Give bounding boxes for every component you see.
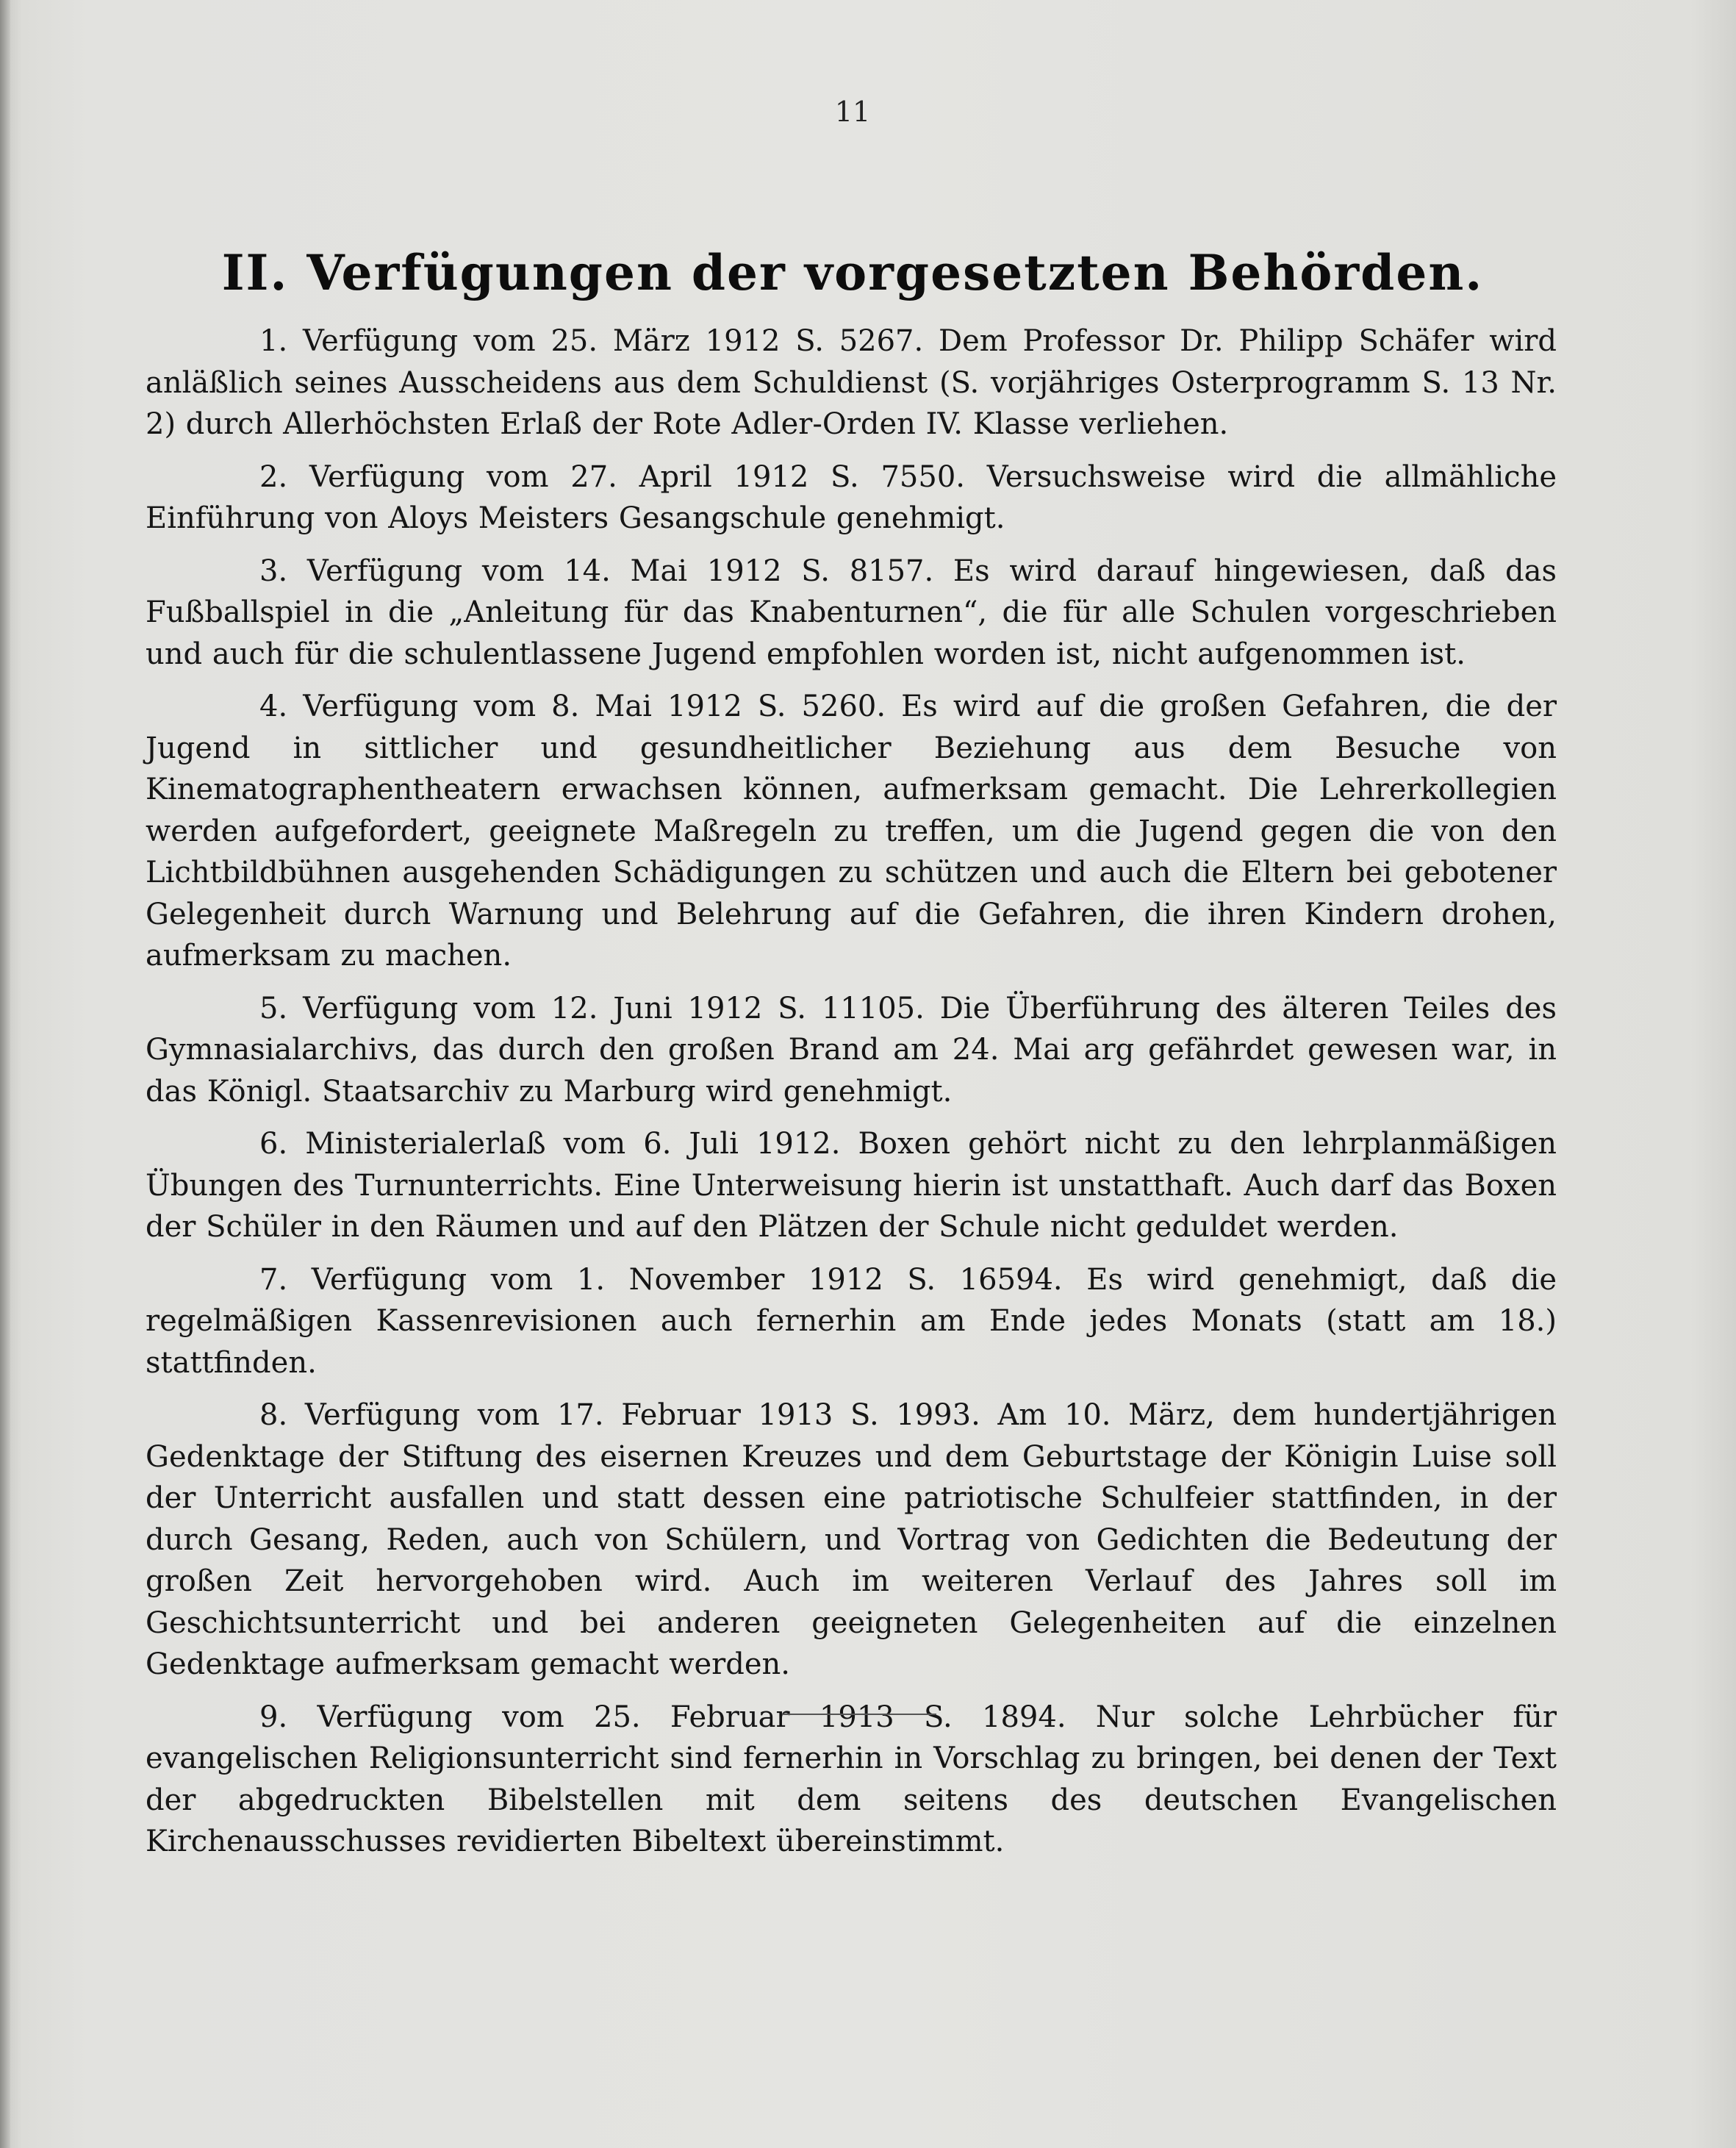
item-number: 2. [259,459,288,494]
item-text: Verfügung vom 27. April 1912 S. 7550. Versuchsweise wird die allmähliche Einführung von Aloys Meisters Gesangschule genehmigt. [146,459,1557,535]
item-text: Verfügung vom 8. Mai 1912 S. 5260. Es wird auf die großen Gefahren, die der Jugend in sittlicher und gesundheitlicher Beziehung aus dem Besuche von Kinematographentheatern erwachsen können, aufmerksam gemacht. Die Lehrerkollegien werden aufgefordert, geeignete Maßregeln zu treffen, um die Jugend gegen die von den Lichtbildbühnen ausgehenden Schädigungen zu schützen und auch die Eltern bei gebotener Gelegenheit durch Warnung und Belehrung auf die Gefahren, die ihren Kindern drohen, aufmerksam zu machen. [146,690,1557,973]
item-text: Verfügung vom 25. Februar 1913 S. 1894. Nur solche Lehrbücher für evangelischen Religionsunterricht sind fernerhin in Vorschlag zu bringen, bei denen der Text der abgedruckten Bibelstellen mit dem seitens des deutschen Evangelischen Kirchenausschusses revidierten Bibeltext übereinstimmt. [146,1700,1557,1858]
item-text: Verfügung vom 14. Mai 1912 S. 8157. Es wird darauf hingewiesen, daß das Fußballspiel in die „Anleitung für das Knabenturnen“, die für alle Schulen vorgeschrieben und auch für die schulentlassene Jugend empfohlen worden ist, nicht aufgenommen ist. [146,554,1557,671]
ordinance-list [146,321,1557,1874]
item-number: 6. [259,1127,288,1161]
section-heading: II. Verfügungen der vorgesetzten Behörden. [221,244,1484,301]
ordinance-item-6 [146,1123,1557,1248]
closing-rule [782,1714,936,1715]
ordinance-item-2 [146,457,1557,540]
item-text: Verfügung vom 12. Juni 1912 S. 11105. Die Überführung des älteren Teiles des Gymnasialarchivs, das durch den großen Brand am 24. Mai arg gefährdet gewesen war, in das Königl. Staatsarchiv zu Marburg wird genehmigt. [146,991,1557,1109]
ordinance-item-7 [146,1259,1557,1384]
ordinance-item-4 [146,686,1557,977]
ordinance-item-3 [146,551,1557,676]
ordinance-item-8 [146,1395,1557,1686]
page-number: 11 [834,96,871,128]
item-number: 8. [259,1398,288,1432]
item-text: Verfügung vom 17. Februar 1913 S. 1993. Am 10. März, dem hundertjährigen Gedenktage der Stiftung des eisernen Kreuzes und dem Geburtstage der Königin Luise soll der Unterricht ausfallen und statt dessen eine patriotische Schulfeier stattfinden, in der durch Gesang, Reden, auch von Schülern, und Vortrag von Gedichten die Bedeutung der großen Zeit hervorgehoben wird. Auch im weiteren Verlauf des Jahres soll im Geschichtsunterricht und bei anderen geeigneten Gelegenheiten auf die einzelnen Gedenktage aufmerksam gemacht werden. [146,1398,1557,1681]
item-number: 3. [259,554,288,588]
item-text: Ministerialerlaß vom 6. Juli 1912. Boxen gehört nicht zu den lehrplanmäßigen Übungen des Turnunterrichts. Eine Unterweisung hierin ist unstatthaft. Auch darf das Boxen der Schüler in den Räumen und auf den Plätzen der Schule nicht geduldet werden. [146,1127,1557,1244]
item-number: 5. [259,991,288,1025]
item-number: 9. [259,1700,288,1734]
item-number: 1. [259,324,288,358]
item-number: 4. [259,690,288,723]
item-number: 7. [259,1262,288,1297]
item-text: Verfügung vom 1. November 1912 S. 16594. Es wird genehmigt, daß die regelmäßigen Kassenrevisionen auch fernerhin am Ende jedes Monats (statt am 18.) stattfinden. [146,1262,1557,1380]
ordinance-item-9 [146,1697,1557,1863]
page-edge-shadow [0,0,10,2148]
ordinance-item-5 [146,988,1557,1113]
item-text: Verfügung vom 25. März 1912 S. 5267. Dem Professor Dr. Philipp Schäfer wird anläßlich seines Ausscheidens aus dem Schuldienst (S. vorjähriges Osterprogramm S. 13 Nr. 2) durch Allerhöchsten Erlaß der Rote Adler-Orden IV. Klasse verliehen. [146,324,1557,441]
ordinance-item-1 [146,321,1557,445]
